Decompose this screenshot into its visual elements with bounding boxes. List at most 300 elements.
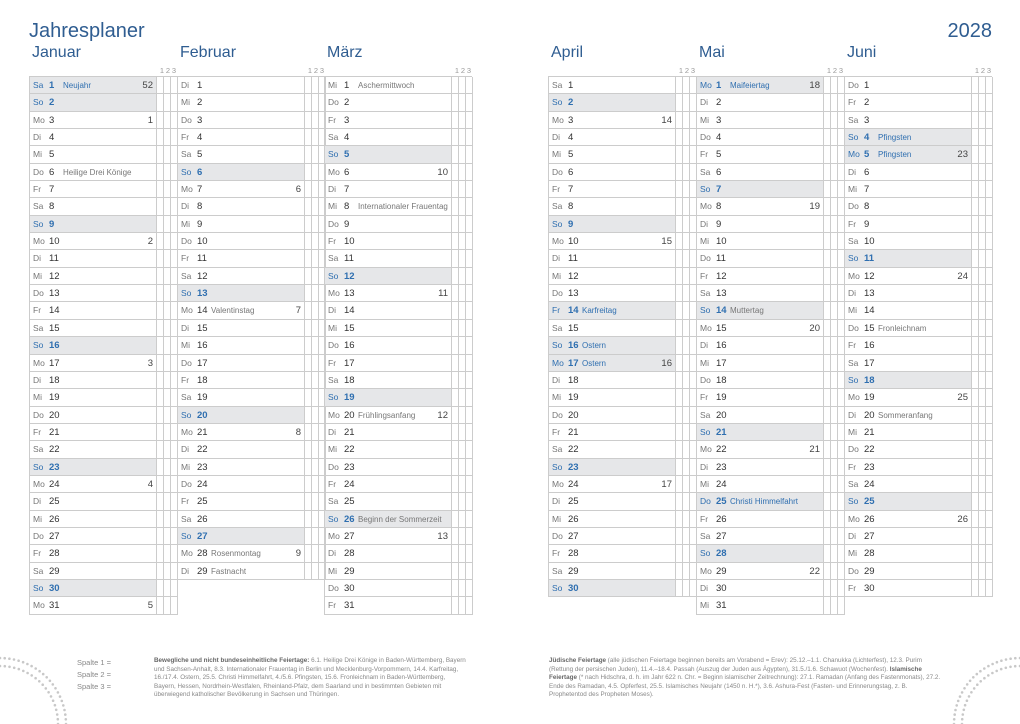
day-row[interactable] [177,563,325,580]
day-row[interactable] [177,424,325,441]
weekday: Fr [33,548,42,559]
weekday: So [181,409,192,420]
day-row[interactable] [324,250,472,267]
weekday: Di [181,322,190,333]
day-row[interactable] [548,216,696,233]
day-row[interactable] [844,146,992,163]
day-row[interactable] [844,181,992,198]
day-row[interactable] [29,545,177,562]
day-row[interactable] [177,285,325,302]
day-row[interactable] [177,129,325,146]
day-row[interactable] [696,528,844,545]
day-row[interactable] [696,233,844,250]
day-number: 8 [568,201,574,213]
weekday: Fr [848,218,857,229]
day-row[interactable] [29,563,177,580]
month-name: Januar [32,44,81,61]
day-row[interactable] [29,112,177,129]
day-row[interactable] [696,94,844,111]
day-number: 27 [49,530,60,542]
day-row[interactable] [844,94,992,111]
decorative-dot [969,680,972,683]
weekday: Di [33,253,42,264]
day-row[interactable] [29,389,177,406]
day-row[interactable] [324,580,472,597]
day-row[interactable] [324,268,472,285]
decorative-dot [966,683,969,686]
day-row[interactable] [29,580,177,597]
weekday: Mi [33,270,42,281]
day-number: 18 [197,374,208,386]
day-row[interactable] [29,285,177,302]
day-row[interactable] [177,528,325,545]
day-row[interactable] [177,112,325,129]
day-row[interactable] [548,459,696,476]
day-row[interactable] [844,268,992,285]
day-row[interactable] [324,528,472,545]
weekday: Mi [848,305,857,316]
weekday: Sa [848,114,859,125]
day-number: 1 [49,80,55,91]
day-number: 23 [49,461,60,473]
column-number: 1 [307,66,313,75]
day-row[interactable] [696,580,844,597]
day-row[interactable] [844,441,992,458]
day-row[interactable] [29,216,177,233]
day-row[interactable] [844,216,992,233]
decorative-dot [0,665,1,668]
day-row[interactable] [548,355,696,372]
day-row[interactable] [324,216,472,233]
day-row[interactable] [548,424,696,441]
day-row[interactable] [177,302,325,319]
day-number: 14 [344,305,355,317]
day-row[interactable] [696,112,844,129]
day-row[interactable] [324,285,472,302]
day-number: 15 [864,322,875,334]
weekday: Do [848,565,859,576]
day-number: 11 [49,253,59,265]
day-number: 21 [197,426,208,438]
day-number: 31 [49,600,60,612]
decorative-dot [1009,666,1012,669]
column-divider [156,77,157,615]
weekday: Sa [181,513,192,524]
day-row[interactable] [29,493,177,510]
decorative-dot [64,713,67,716]
day-row[interactable] [324,112,472,129]
day-row[interactable] [29,233,177,250]
month-name: April [551,44,584,61]
column-number: 2 [165,66,171,75]
day-row[interactable] [548,563,696,580]
week-number: 11 [438,288,448,300]
weekday: So [552,218,563,229]
decorative-dot [983,677,986,680]
day-row[interactable] [548,198,696,215]
day-row[interactable] [844,285,992,302]
day-row[interactable] [548,528,696,545]
day-row[interactable] [324,94,472,111]
day-row[interactable] [177,441,325,458]
day-number: 8 [49,201,55,213]
weekday: Fr [700,392,709,403]
day-row[interactable] [844,563,992,580]
weekday: So [181,288,192,299]
day-row[interactable] [177,337,325,354]
day-row[interactable] [548,233,696,250]
day-number: 4 [716,132,722,144]
day-row[interactable] [548,372,696,389]
day-row[interactable] [324,459,472,476]
day-row[interactable] [29,181,177,198]
day-row[interactable] [177,181,325,198]
day-row[interactable] [696,268,844,285]
decorative-dot [34,677,37,680]
column-number: 1 [159,66,165,75]
day-row[interactable] [696,424,844,441]
day-row[interactable] [844,493,992,510]
day-row[interactable] [696,302,844,319]
day-row[interactable] [696,198,844,215]
day-row[interactable] [548,320,696,337]
column-divider [451,77,452,615]
day-row[interactable] [29,424,177,441]
decorative-dot [4,665,7,668]
day-row[interactable] [324,77,472,94]
day-row[interactable] [29,77,177,94]
day-row[interactable] [177,459,325,476]
day-row[interactable] [548,337,696,354]
day-row[interactable] [844,355,992,372]
day-row[interactable] [696,164,844,181]
day-row[interactable] [177,545,325,562]
day-number: 5 [568,149,574,161]
day-row[interactable] [548,389,696,406]
weekday: Do [552,288,563,299]
day-row[interactable] [29,597,177,614]
decorative-dot [26,672,29,675]
legend-line: Spalte 2 = [77,670,111,679]
day-row[interactable] [177,94,325,111]
decorative-dot [22,670,25,673]
decorative-dot [57,691,60,694]
day-row[interactable] [844,511,992,528]
day-row[interactable] [324,372,472,389]
day-row[interactable] [548,511,696,528]
day-row[interactable] [548,476,696,493]
week-number: 22 [809,565,820,577]
day-row[interactable] [548,112,696,129]
day-row[interactable] [696,459,844,476]
event-label: Aschermittwoch [358,81,415,90]
day-row[interactable] [696,511,844,528]
day-row[interactable] [29,164,177,181]
day-row[interactable] [696,545,844,562]
day-number: 22 [716,444,727,456]
day-row[interactable] [548,407,696,424]
day-row[interactable] [548,545,696,562]
weekday: Di [700,218,709,229]
column-number: 2 [684,66,690,75]
weekday: Mo [328,530,340,541]
day-row[interactable] [29,372,177,389]
page-title: Jahresplaner [29,20,145,42]
day-row[interactable] [844,320,992,337]
weekday: Fr [552,305,561,316]
day-row[interactable] [177,198,325,215]
day-row[interactable] [324,198,472,215]
day-row[interactable] [548,146,696,163]
weekday: Sa [328,253,339,264]
day-row[interactable] [548,302,696,319]
day-number: 21 [49,426,60,438]
day-row[interactable] [324,441,472,458]
day-row[interactable] [696,597,844,614]
weekday: Mi [181,97,190,108]
day-row[interactable] [324,545,472,562]
day-row[interactable] [844,164,992,181]
day-row[interactable] [324,129,472,146]
day-row[interactable] [324,146,472,163]
day-row[interactable] [177,164,325,181]
decorative-dot [30,674,33,677]
day-row[interactable] [177,389,325,406]
day-row[interactable] [696,337,844,354]
day-row[interactable] [696,216,844,233]
day-row[interactable] [844,77,992,94]
day-row[interactable] [696,129,844,146]
weekday: Di [33,374,42,385]
day-number: 7 [344,184,350,196]
weekday: Mi [181,218,190,229]
weekday: Fr [33,426,42,437]
day-row[interactable] [844,580,992,597]
day-row[interactable] [844,112,992,129]
day-row[interactable] [548,441,696,458]
day-row[interactable] [696,77,844,94]
day-row[interactable] [548,94,696,111]
day-row[interactable] [324,181,472,198]
day-grid [548,76,696,597]
column-numbers [454,66,472,75]
day-row[interactable] [548,493,696,510]
day-row[interactable] [177,268,325,285]
day-row[interactable] [844,198,992,215]
day-row[interactable] [696,285,844,302]
day-row[interactable] [548,164,696,181]
day-row[interactable] [29,511,177,528]
day-row[interactable] [177,476,325,493]
day-number: 30 [716,582,727,594]
day-row[interactable] [324,233,472,250]
weekday: Do [33,409,44,420]
column-number: 1 [974,66,980,75]
day-row[interactable] [548,285,696,302]
day-row[interactable] [844,476,992,493]
day-row[interactable] [324,302,472,319]
day-row[interactable] [29,268,177,285]
day-row[interactable] [29,459,177,476]
day-row[interactable] [548,580,696,597]
weekday: Mi [552,513,561,524]
day-number: 7 [49,184,55,196]
day-number: 14 [197,305,208,317]
day-row[interactable] [177,320,325,337]
weekday: Mi [328,444,337,455]
decorative-dot [45,687,48,690]
day-number: 9 [344,218,350,230]
day-row[interactable] [844,302,992,319]
day-row[interactable] [324,493,472,510]
weekday: Fr [181,132,190,143]
day-row[interactable] [177,77,325,94]
day-number: 10 [568,236,579,248]
day-row[interactable] [844,389,992,406]
weekday: Fr [552,548,561,559]
day-row[interactable] [696,146,844,163]
day-row[interactable] [324,563,472,580]
weekday: Fr [848,461,857,472]
weekday: Fr [700,270,709,281]
column-divider [458,77,459,615]
day-row[interactable] [548,250,696,267]
day-row[interactable] [324,320,472,337]
day-number: 17 [568,357,579,369]
day-row[interactable] [29,94,177,111]
day-row[interactable] [177,407,325,424]
day-number: 2 [197,97,203,109]
day-row[interactable] [29,407,177,424]
day-row[interactable] [548,77,696,94]
day-number: 22 [568,444,579,456]
weekday: Fr [328,600,337,611]
decorative-dot [8,666,11,669]
day-row[interactable] [844,528,992,545]
weekday: Mo [848,149,860,160]
decorative-dot [34,667,37,670]
day-row[interactable] [324,476,472,493]
column-number: 3 [986,66,992,75]
day-row[interactable] [177,146,325,163]
day-row[interactable] [324,511,472,528]
day-row[interactable] [844,407,992,424]
day-row[interactable] [696,372,844,389]
day-row[interactable] [29,476,177,493]
day-number: 10 [864,236,875,248]
weekday: Mi [328,201,337,212]
day-row[interactable] [177,250,325,267]
day-row[interactable] [696,563,844,580]
day-number: 12 [716,270,727,282]
weekday: Di [848,166,857,177]
day-row[interactable] [324,355,472,372]
day-row[interactable] [177,372,325,389]
day-row[interactable] [324,424,472,441]
day-row[interactable] [29,198,177,215]
day-row[interactable] [696,250,844,267]
day-row[interactable] [844,337,992,354]
decorative-dot [56,713,59,716]
day-number: 1 [197,80,203,91]
day-row[interactable] [696,355,844,372]
day-row[interactable] [844,233,992,250]
day-number: 21 [864,426,875,438]
week-number: 52 [142,80,153,91]
day-row[interactable] [29,528,177,545]
weekday: So [328,392,339,403]
day-row[interactable] [324,164,472,181]
day-row[interactable] [324,337,472,354]
day-number: 25 [49,496,60,508]
day-number: 1 [716,80,722,91]
day-row[interactable] [548,268,696,285]
weekday: Sa [33,322,44,333]
day-row[interactable] [696,407,844,424]
day-row[interactable] [844,250,992,267]
weekday: So [552,582,563,593]
day-row[interactable] [844,129,992,146]
day-row[interactable] [548,181,696,198]
day-row[interactable] [696,389,844,406]
column-number: 2 [980,66,986,75]
day-row[interactable] [29,302,177,319]
column-number: 3 [690,66,696,75]
day-row[interactable] [177,511,325,528]
day-row[interactable] [548,129,696,146]
day-row[interactable] [324,597,472,614]
day-number: 5 [716,149,722,161]
day-row[interactable] [29,250,177,267]
decorative-dot [955,704,958,707]
day-row[interactable] [696,320,844,337]
day-row[interactable] [177,216,325,233]
day-row[interactable] [696,441,844,458]
day-row[interactable] [29,355,177,372]
day-row[interactable] [696,493,844,510]
decorative-dot [17,659,20,662]
day-row[interactable] [696,476,844,493]
day-row[interactable] [29,337,177,354]
month-name: Juni [847,44,877,61]
day-row[interactable] [177,233,325,250]
decorative-dot [979,670,982,673]
column-number: 1 [454,66,460,75]
day-row[interactable] [177,493,325,510]
day-row[interactable] [696,181,844,198]
day-row[interactable] [177,355,325,372]
day-row[interactable] [29,146,177,163]
weekday: Do [181,114,192,125]
weekday: Di [181,444,190,455]
day-row[interactable] [29,320,177,337]
day-row[interactable] [324,389,472,406]
day-row[interactable] [324,407,472,424]
day-row[interactable] [844,372,992,389]
day-row[interactable] [29,129,177,146]
weekday: Mi [700,600,709,611]
column-divider [675,77,676,597]
weekday: So [848,374,859,385]
day-row[interactable] [844,545,992,562]
month-märz [324,44,472,612]
day-row[interactable] [29,441,177,458]
day-row[interactable] [844,424,992,441]
decorative-dot [1000,668,1003,671]
weekday: Do [848,201,859,212]
holiday-footnote [154,657,466,700]
day-row[interactable] [844,459,992,476]
